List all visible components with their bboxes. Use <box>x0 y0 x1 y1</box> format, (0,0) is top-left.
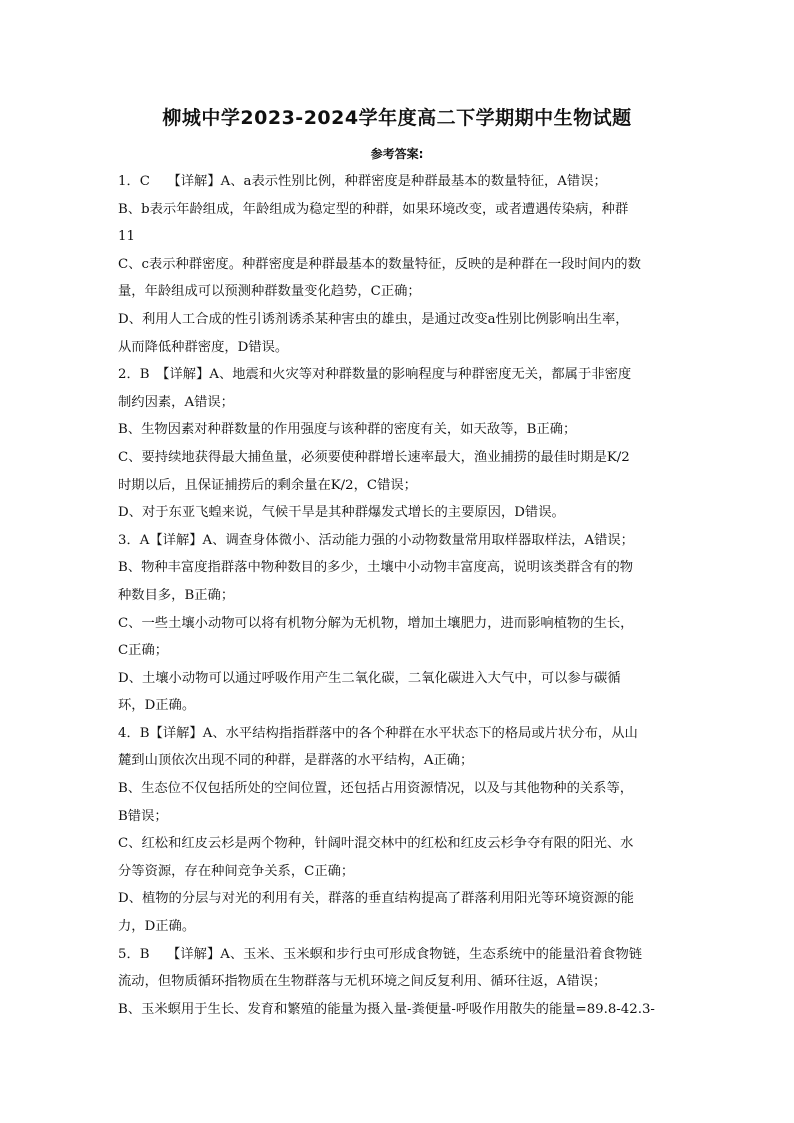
text-line: C、要持续地获得最大捕鱼量，必须要使种群增长速率最大，渔业捕捞的最佳时期是K/2 <box>118 449 630 465</box>
text-line: B、玉米螟用于生长、发育和繁殖的能量为摄入量-粪便量-呼吸作用散失的能量=89.8-42.3- <box>118 1001 655 1017</box>
text-line: 量，年龄组成可以预测种群数量变化趋势，C正确； <box>118 284 421 300</box>
text-line: 时期以后，且保证捕捞后的剩余量在K/2，C错误； <box>118 477 417 493</box>
text-line: 从而降低种群密度，D错误。 <box>118 339 289 355</box>
text-line: D、对于东亚飞蝗来说，气候干旱是其种群爆发式增长的主要原因，D错误。 <box>118 505 565 521</box>
text-line: 1．C 【详解】A、a表示性别比例，种群密度是种群最基本的数量特征，A错误； <box>118 174 607 189</box>
text-line: C正确； <box>118 643 169 659</box>
text-line: C、c表示种群密度。种群密度是种群最基本的数量特征，反映的是种群在一段时间内的数 <box>118 256 641 272</box>
text-line: 环，D正确。 <box>118 698 196 714</box>
text-line: 制约因素，A错误； <box>118 394 234 410</box>
text-line: C、红松和红皮云杉是两个物种，针阔叶混交林中的红松和红皮云杉争夺有限的阳光、水 <box>118 836 634 852</box>
text-line: D、植物的分层与对光的利用有关，群落的垂直结构提高了群落利用阳光等环境资源的能 <box>118 891 634 907</box>
text-line: 流动，但物质循环指物质在生物群落与无机环境之间反复利用、循环往返，A错误； <box>118 974 607 990</box>
text-line: B错误； <box>118 808 168 824</box>
text-line: 5．B 【详解】A、玉米、玉米螟和步行虫可形成食物链，生态系统中的能量沿着食物链 <box>118 946 643 962</box>
text-line: 2．B 【详解】A、地震和火灾等对种群数量的影响程度与种群密度无关，都属于非密度 <box>118 367 632 383</box>
text-line: C、一些土壤小动物可以将有机物分解为无机物，增加土壤肥力，进而影响植物的生长， <box>118 615 634 631</box>
text-line: 种数目多，B正确； <box>118 587 235 603</box>
text-line: B、生物因素对种群数量的作用强度与该种群的密度有关，如天敌等，B正确； <box>118 422 577 438</box>
answer-body <box>118 168 678 1023</box>
text-line: D、土壤小动物可以通过呼吸作用产生二氧化碳，二氧化碳进入大气中，可以参与碳循 <box>118 670 621 686</box>
text-line: D、利用人工合成的性引诱剂诱杀某种害虫的雄虫，是通过改变a性别比例影响出生率， <box>118 311 629 327</box>
text-line: B、生态位不仅包括所处的空间位置，还包括占用资源情况，以及与其他物种的关系等， <box>118 781 634 797</box>
text-line: 4．B【详解】A、水平结构指指群落中的各个种群在水平状态下的格局或片状分布，从山 <box>118 725 638 741</box>
text-line: 力，D正确。 <box>118 919 196 935</box>
text-line: 麓到山顶依次出现不同的种群，是群落的水平结构，A正确； <box>118 753 474 769</box>
text-line: B、物种丰富度指群落中物种数目的多少，土壤中小动物丰富度高，说明该类群含有的物 <box>118 560 634 576</box>
text-line: B、b表示年龄组成，年龄组成为稳定型的种群，如果环境改变，或者遭遇传染病，种群 <box>118 201 629 217</box>
text-line: 3．A【详解】A、调查身体微小、活动能力强的小动物数量常用取样器取样法，A错误； <box>118 532 634 548</box>
page-title: 柳城中学2023-2024学年度高二下学期期中生物试题 <box>162 107 632 129</box>
text-line: 11 <box>118 229 135 245</box>
text-line: 分等资源，存在种间竞争关系，C正确； <box>118 863 355 879</box>
answer-key-heading: 参考答案: <box>370 147 424 161</box>
